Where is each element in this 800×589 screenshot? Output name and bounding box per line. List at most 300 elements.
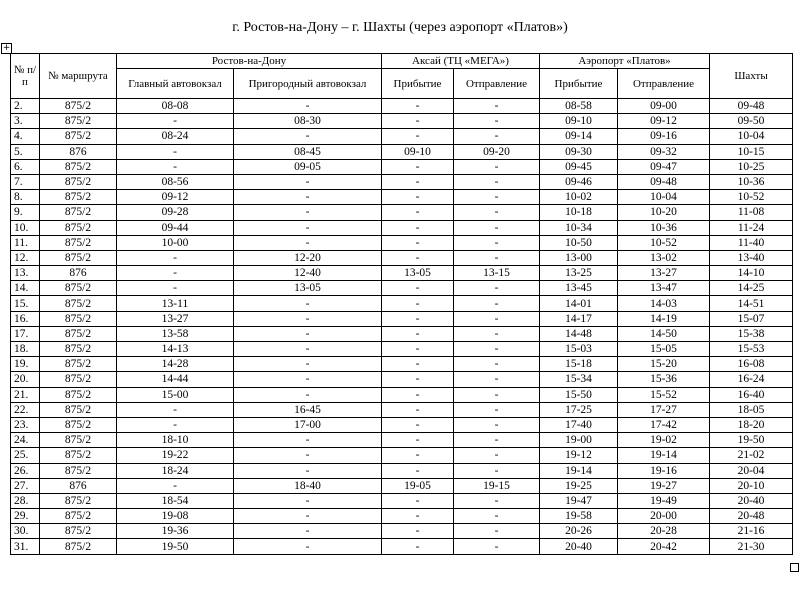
main-station-time-cell: 08-24 — [117, 129, 234, 144]
suburban-station-time-cell: - — [234, 129, 382, 144]
aksay-departure-cell: 13-15 — [454, 266, 540, 281]
aksay-departure-cell: - — [454, 417, 540, 432]
aksay-arrival-cell: - — [382, 372, 454, 387]
aksay-arrival-cell: - — [382, 296, 454, 311]
airport-departure-cell: 19-02 — [618, 433, 710, 448]
aksay-arrival-cell: - — [382, 326, 454, 341]
suburban-station-time-cell: - — [234, 311, 382, 326]
suburban-station-time-cell: - — [234, 493, 382, 508]
suburban-station-time-cell: - — [234, 357, 382, 372]
aksay-departure-cell: - — [454, 190, 540, 205]
suburban-station-time-cell: 09-05 — [234, 159, 382, 174]
shakhty-arrival-cell: 20-10 — [710, 478, 793, 493]
schedule-body — [11, 99, 793, 555]
row-num-cell: 10. — [11, 220, 40, 235]
row-num-cell: 5. — [11, 144, 40, 159]
shakhty-arrival-cell: 21-30 — [710, 539, 793, 554]
aksay-departure-cell: - — [454, 448, 540, 463]
suburban-station-time-cell: - — [234, 539, 382, 554]
airport-departure-cell: 09-47 — [618, 159, 710, 174]
shakhty-arrival-cell: 14-10 — [710, 266, 793, 281]
row-num-cell: 30. — [11, 524, 40, 539]
aksay-arrival-cell: - — [382, 509, 454, 524]
table-row — [11, 296, 793, 311]
table-row — [11, 433, 793, 448]
row-num-cell: 8. — [11, 190, 40, 205]
aksay-arrival-cell: - — [382, 433, 454, 448]
main-station-time-cell: 19-22 — [117, 448, 234, 463]
main-station-time-cell: 19-50 — [117, 539, 234, 554]
suburban-station-time-cell: 18-40 — [234, 478, 382, 493]
header-airport: Аэропорт «Платов» — [540, 54, 710, 69]
route-num-cell: 875/2 — [40, 296, 117, 311]
route-num-cell: 875/2 — [40, 99, 117, 114]
airport-departure-cell: 09-16 — [618, 129, 710, 144]
aksay-arrival-cell: - — [382, 235, 454, 250]
row-num-cell: 3. — [11, 114, 40, 129]
airport-arrival-cell: 14-48 — [540, 326, 618, 341]
row-num-cell: 26. — [11, 463, 40, 478]
main-station-time-cell: - — [117, 478, 234, 493]
row-num-cell: 19. — [11, 357, 40, 372]
airport-departure-cell: 15-52 — [618, 387, 710, 402]
airport-departure-cell: 17-42 — [618, 417, 710, 432]
route-num-cell: 875/2 — [40, 129, 117, 144]
aksay-arrival-cell: - — [382, 417, 454, 432]
airport-arrival-cell: 20-26 — [540, 524, 618, 539]
table-row — [11, 402, 793, 417]
table-row — [11, 250, 793, 265]
route-num-cell: 875/2 — [40, 342, 117, 357]
row-num-cell: 28. — [11, 493, 40, 508]
airport-departure-cell: 20-28 — [618, 524, 710, 539]
shakhty-arrival-cell: 10-25 — [710, 159, 793, 174]
airport-departure-cell: 19-14 — [618, 448, 710, 463]
row-num-cell: 4. — [11, 129, 40, 144]
airport-arrival-cell: 09-14 — [540, 129, 618, 144]
schedule-table — [10, 53, 793, 555]
main-station-time-cell: 14-13 — [117, 342, 234, 357]
aksay-departure-cell: - — [454, 463, 540, 478]
airport-arrival-cell: 10-50 — [540, 235, 618, 250]
table-row — [11, 205, 793, 220]
route-num-cell: 875/2 — [40, 159, 117, 174]
row-num-cell: 20. — [11, 372, 40, 387]
aksay-arrival-cell: - — [382, 205, 454, 220]
shakhty-arrival-cell: 09-50 — [710, 114, 793, 129]
aksay-departure-cell: - — [454, 509, 540, 524]
header-suburban-station: Пригородный автовокзал — [234, 69, 382, 99]
table-resize-handle-icon[interactable] — [790, 563, 799, 572]
airport-departure-cell: 15-05 — [618, 342, 710, 357]
suburban-station-time-cell: 16-45 — [234, 402, 382, 417]
airport-arrival-cell: 17-25 — [540, 402, 618, 417]
suburban-station-time-cell: - — [234, 174, 382, 189]
suburban-station-time-cell: - — [234, 524, 382, 539]
airport-arrival-cell: 19-12 — [540, 448, 618, 463]
table-row — [11, 357, 793, 372]
airport-arrival-cell: 15-03 — [540, 342, 618, 357]
table-row — [11, 144, 793, 159]
aksay-departure-cell: - — [454, 250, 540, 265]
main-station-time-cell: 08-56 — [117, 174, 234, 189]
main-station-time-cell: - — [117, 281, 234, 296]
suburban-station-time-cell: 12-40 — [234, 266, 382, 281]
shakhty-arrival-cell: 11-08 — [710, 205, 793, 220]
route-num-cell: 875/2 — [40, 311, 117, 326]
row-num-cell: 25. — [11, 448, 40, 463]
route-num-cell: 875/2 — [40, 357, 117, 372]
suburban-station-time-cell: - — [234, 99, 382, 114]
airport-arrival-cell: 10-18 — [540, 205, 618, 220]
airport-departure-cell: 19-49 — [618, 493, 710, 508]
row-num-cell: 31. — [11, 539, 40, 554]
airport-arrival-cell: 20-40 — [540, 539, 618, 554]
table-row — [11, 463, 793, 478]
route-num-cell: 876 — [40, 478, 117, 493]
airport-arrival-cell: 19-58 — [540, 509, 618, 524]
aksay-arrival-cell: - — [382, 281, 454, 296]
table-row — [11, 478, 793, 493]
suburban-station-time-cell: 08-45 — [234, 144, 382, 159]
aksay-arrival-cell: - — [382, 190, 454, 205]
airport-departure-cell: 10-20 — [618, 205, 710, 220]
aksay-departure-cell: - — [454, 114, 540, 129]
shakhty-arrival-cell: 20-48 — [710, 509, 793, 524]
shakhty-arrival-cell: 10-15 — [710, 144, 793, 159]
aksay-departure-cell: - — [454, 326, 540, 341]
airport-arrival-cell: 19-47 — [540, 493, 618, 508]
route-num-cell: 875/2 — [40, 463, 117, 478]
main-station-time-cell: - — [117, 266, 234, 281]
table-row — [11, 539, 793, 554]
route-num-cell: 875/2 — [40, 433, 117, 448]
aksay-departure-cell: 19-15 — [454, 478, 540, 493]
main-station-time-cell: 08-08 — [117, 99, 234, 114]
aksay-departure-cell: - — [454, 493, 540, 508]
main-station-time-cell: 19-36 — [117, 524, 234, 539]
shakhty-arrival-cell: 11-24 — [710, 220, 793, 235]
suburban-station-time-cell: - — [234, 463, 382, 478]
aksay-departure-cell: - — [454, 296, 540, 311]
main-station-time-cell: 09-12 — [117, 190, 234, 205]
airport-arrival-cell: 14-17 — [540, 311, 618, 326]
aksay-arrival-cell: - — [382, 387, 454, 402]
airport-arrival-cell: 19-14 — [540, 463, 618, 478]
row-num-cell: 18. — [11, 342, 40, 357]
route-num-cell: 875/2 — [40, 326, 117, 341]
aksay-arrival-cell: - — [382, 357, 454, 372]
route-num-cell: 875/2 — [40, 235, 117, 250]
route-num-cell: 875/2 — [40, 493, 117, 508]
aksay-departure-cell: - — [454, 402, 540, 417]
route-num-cell: 876 — [40, 144, 117, 159]
airport-arrival-cell: 13-00 — [540, 250, 618, 265]
row-num-cell: 22. — [11, 402, 40, 417]
row-num-cell: 23. — [11, 417, 40, 432]
table-row — [11, 99, 793, 114]
aksay-departure-cell: 09-20 — [454, 144, 540, 159]
airport-departure-cell: 17-27 — [618, 402, 710, 417]
airport-arrival-cell: 09-10 — [540, 114, 618, 129]
airport-departure-cell: 15-36 — [618, 372, 710, 387]
main-station-time-cell: 19-08 — [117, 509, 234, 524]
route-num-cell: 875/2 — [40, 114, 117, 129]
aksay-arrival-cell: - — [382, 463, 454, 478]
airport-departure-cell: 14-50 — [618, 326, 710, 341]
airport-departure-cell: 20-42 — [618, 539, 710, 554]
airport-arrival-cell: 13-25 — [540, 266, 618, 281]
airport-arrival-cell: 19-00 — [540, 433, 618, 448]
airport-departure-cell: 13-27 — [618, 266, 710, 281]
aksay-arrival-cell: - — [382, 493, 454, 508]
airport-arrival-cell: 09-46 — [540, 174, 618, 189]
airport-departure-cell: 10-04 — [618, 190, 710, 205]
row-num-cell: 13. — [11, 266, 40, 281]
route-num-cell: 876 — [40, 266, 117, 281]
shakhty-arrival-cell: 16-24 — [710, 372, 793, 387]
table-row — [11, 311, 793, 326]
aksay-arrival-cell: - — [382, 99, 454, 114]
main-station-time-cell: 09-44 — [117, 220, 234, 235]
aksay-arrival-cell: - — [382, 250, 454, 265]
suburban-station-time-cell: - — [234, 433, 382, 448]
route-num-cell: 875/2 — [40, 524, 117, 539]
airport-departure-cell: 19-16 — [618, 463, 710, 478]
route-num-cell: 875/2 — [40, 190, 117, 205]
main-station-time-cell: - — [117, 114, 234, 129]
suburban-station-time-cell: - — [234, 326, 382, 341]
row-num-cell: 27. — [11, 478, 40, 493]
aksay-arrival-cell: - — [382, 114, 454, 129]
header-num: № п/п — [11, 54, 40, 99]
main-station-time-cell: 14-28 — [117, 357, 234, 372]
route-num-cell: 875/2 — [40, 387, 117, 402]
airport-departure-cell: 14-19 — [618, 311, 710, 326]
route-num-cell: 875/2 — [40, 174, 117, 189]
suburban-station-time-cell: 12-20 — [234, 250, 382, 265]
table-row — [11, 266, 793, 281]
aksay-arrival-cell: - — [382, 448, 454, 463]
table-row — [11, 281, 793, 296]
shakhty-arrival-cell: 19-50 — [710, 433, 793, 448]
shakhty-arrival-cell: 11-40 — [710, 235, 793, 250]
route-num-cell: 875/2 — [40, 220, 117, 235]
row-num-cell: 14. — [11, 281, 40, 296]
main-station-time-cell: 15-00 — [117, 387, 234, 402]
aksay-departure-cell: - — [454, 342, 540, 357]
aksay-departure-cell: - — [454, 539, 540, 554]
airport-departure-cell: 13-02 — [618, 250, 710, 265]
aksay-arrival-cell: 13-05 — [382, 266, 454, 281]
aksay-arrival-cell: - — [382, 524, 454, 539]
shakhty-arrival-cell: 14-51 — [710, 296, 793, 311]
airport-arrival-cell: 10-34 — [540, 220, 618, 235]
suburban-station-time-cell: - — [234, 448, 382, 463]
main-station-time-cell: 13-11 — [117, 296, 234, 311]
shakhty-arrival-cell: 21-02 — [710, 448, 793, 463]
shakhty-arrival-cell: 09-48 — [710, 99, 793, 114]
table-row — [11, 372, 793, 387]
aksay-departure-cell: - — [454, 387, 540, 402]
suburban-station-time-cell: 08-30 — [234, 114, 382, 129]
airport-arrival-cell: 10-02 — [540, 190, 618, 205]
airport-departure-cell: 14-03 — [618, 296, 710, 311]
shakhty-arrival-cell: 16-08 — [710, 357, 793, 372]
row-num-cell: 6. — [11, 159, 40, 174]
suburban-station-time-cell: - — [234, 235, 382, 250]
airport-departure-cell: 09-12 — [618, 114, 710, 129]
shakhty-arrival-cell: 15-07 — [710, 311, 793, 326]
header-aksay-departure: Отправление — [454, 69, 540, 99]
shakhty-arrival-cell: 20-04 — [710, 463, 793, 478]
aksay-departure-cell: - — [454, 174, 540, 189]
airport-arrival-cell: 19-25 — [540, 478, 618, 493]
shakhty-arrival-cell: 20-40 — [710, 493, 793, 508]
aksay-arrival-cell: - — [382, 159, 454, 174]
table-row — [11, 342, 793, 357]
airport-departure-cell: 09-32 — [618, 144, 710, 159]
aksay-arrival-cell: - — [382, 342, 454, 357]
aksay-arrival-cell: 09-10 — [382, 144, 454, 159]
main-station-time-cell: - — [117, 144, 234, 159]
main-station-time-cell: - — [117, 159, 234, 174]
row-num-cell: 11. — [11, 235, 40, 250]
header-aksay-arrival: Прибытие — [382, 69, 454, 99]
main-station-time-cell: 18-10 — [117, 433, 234, 448]
aksay-arrival-cell: 19-05 — [382, 478, 454, 493]
aksay-departure-cell: - — [454, 311, 540, 326]
route-num-cell: 875/2 — [40, 539, 117, 554]
row-num-cell: 2. — [11, 99, 40, 114]
shakhty-arrival-cell: 21-16 — [710, 524, 793, 539]
table-row — [11, 387, 793, 402]
route-num-cell: 875/2 — [40, 205, 117, 220]
shakhty-arrival-cell: 15-38 — [710, 326, 793, 341]
suburban-station-time-cell: - — [234, 342, 382, 357]
header-main-station: Главный автовокзал — [117, 69, 234, 99]
aksay-departure-cell: - — [454, 281, 540, 296]
route-num-cell: 875/2 — [40, 448, 117, 463]
shakhty-arrival-cell: 14-25 — [710, 281, 793, 296]
main-station-time-cell: - — [117, 250, 234, 265]
row-num-cell: 29. — [11, 509, 40, 524]
main-station-time-cell: - — [117, 417, 234, 432]
airport-departure-cell: 10-52 — [618, 235, 710, 250]
shakhty-arrival-cell: 16-40 — [710, 387, 793, 402]
route-num-cell: 875/2 — [40, 250, 117, 265]
header-shakhty: Шахты — [710, 54, 793, 99]
header-airport-arrival: Прибытие — [540, 69, 618, 99]
shakhty-arrival-cell: 18-20 — [710, 417, 793, 432]
suburban-station-time-cell: - — [234, 205, 382, 220]
aksay-departure-cell: - — [454, 129, 540, 144]
aksay-departure-cell: - — [454, 524, 540, 539]
route-num-cell: 875/2 — [40, 417, 117, 432]
suburban-station-time-cell: - — [234, 220, 382, 235]
table-row — [11, 235, 793, 250]
shakhty-arrival-cell: 10-52 — [710, 190, 793, 205]
table-row — [11, 448, 793, 463]
page-title: г. Ростов-на-Дону – г. Шахты (через аэропорт «Платов») — [232, 20, 568, 35]
shakhty-arrival-cell: 10-36 — [710, 174, 793, 189]
aksay-departure-cell: - — [454, 433, 540, 448]
airport-departure-cell: 09-48 — [618, 174, 710, 189]
route-num-cell: 875/2 — [40, 372, 117, 387]
table-row — [11, 493, 793, 508]
airport-departure-cell: 15-20 — [618, 357, 710, 372]
airport-arrival-cell: 13-45 — [540, 281, 618, 296]
table-move-handle-icon[interactable]: + — [2, 43, 11, 53]
suburban-station-time-cell: - — [234, 190, 382, 205]
suburban-station-time-cell: - — [234, 387, 382, 402]
main-station-time-cell: 14-44 — [117, 372, 234, 387]
table-row — [11, 417, 793, 432]
table-row — [11, 326, 793, 341]
main-station-time-cell: 18-24 — [117, 463, 234, 478]
main-station-time-cell: 13-27 — [117, 311, 234, 326]
shakhty-arrival-cell: 15-53 — [710, 342, 793, 357]
main-station-time-cell: 13-58 — [117, 326, 234, 341]
suburban-station-time-cell: 13-05 — [234, 281, 382, 296]
table-row — [11, 190, 793, 205]
table-row — [11, 220, 793, 235]
airport-arrival-cell: 14-01 — [540, 296, 618, 311]
main-station-time-cell: 10-00 — [117, 235, 234, 250]
route-num-cell: 875/2 — [40, 509, 117, 524]
table-row — [11, 114, 793, 129]
aksay-arrival-cell: - — [382, 174, 454, 189]
aksay-departure-cell: - — [454, 235, 540, 250]
main-station-time-cell: 09-28 — [117, 205, 234, 220]
row-num-cell: 17. — [11, 326, 40, 341]
suburban-station-time-cell: 17-00 — [234, 417, 382, 432]
table-row — [11, 509, 793, 524]
aksay-departure-cell: - — [454, 372, 540, 387]
main-station-time-cell: - — [117, 402, 234, 417]
aksay-arrival-cell: - — [382, 220, 454, 235]
row-num-cell: 7. — [11, 174, 40, 189]
shakhty-arrival-cell: 10-04 — [710, 129, 793, 144]
row-num-cell: 24. — [11, 433, 40, 448]
airport-arrival-cell: 09-30 — [540, 144, 618, 159]
aksay-arrival-cell: - — [382, 311, 454, 326]
aksay-departure-cell: - — [454, 220, 540, 235]
airport-arrival-cell: 15-34 — [540, 372, 618, 387]
table-row — [11, 174, 793, 189]
aksay-arrival-cell: - — [382, 402, 454, 417]
route-num-cell: 875/2 — [40, 402, 117, 417]
header-aksay: Аксай (ТЦ «МЕГА») — [382, 54, 540, 69]
airport-arrival-cell: 08-58 — [540, 99, 618, 114]
aksay-arrival-cell: - — [382, 129, 454, 144]
header-rostov: Ростов-на-Дону — [117, 54, 382, 69]
row-num-cell: 12. — [11, 250, 40, 265]
suburban-station-time-cell: - — [234, 296, 382, 311]
main-station-time-cell: 18-54 — [117, 493, 234, 508]
airport-departure-cell: 19-27 — [618, 478, 710, 493]
airport-arrival-cell: 17-40 — [540, 417, 618, 432]
shakhty-arrival-cell: 13-40 — [710, 250, 793, 265]
shakhty-arrival-cell: 18-05 — [710, 402, 793, 417]
suburban-station-time-cell: - — [234, 509, 382, 524]
airport-departure-cell: 09-00 — [618, 99, 710, 114]
row-num-cell: 21. — [11, 387, 40, 402]
header-airport-departure: Отправление — [618, 69, 710, 99]
airport-departure-cell: 13-47 — [618, 281, 710, 296]
airport-arrival-cell: 15-50 — [540, 387, 618, 402]
route-num-cell: 875/2 — [40, 281, 117, 296]
